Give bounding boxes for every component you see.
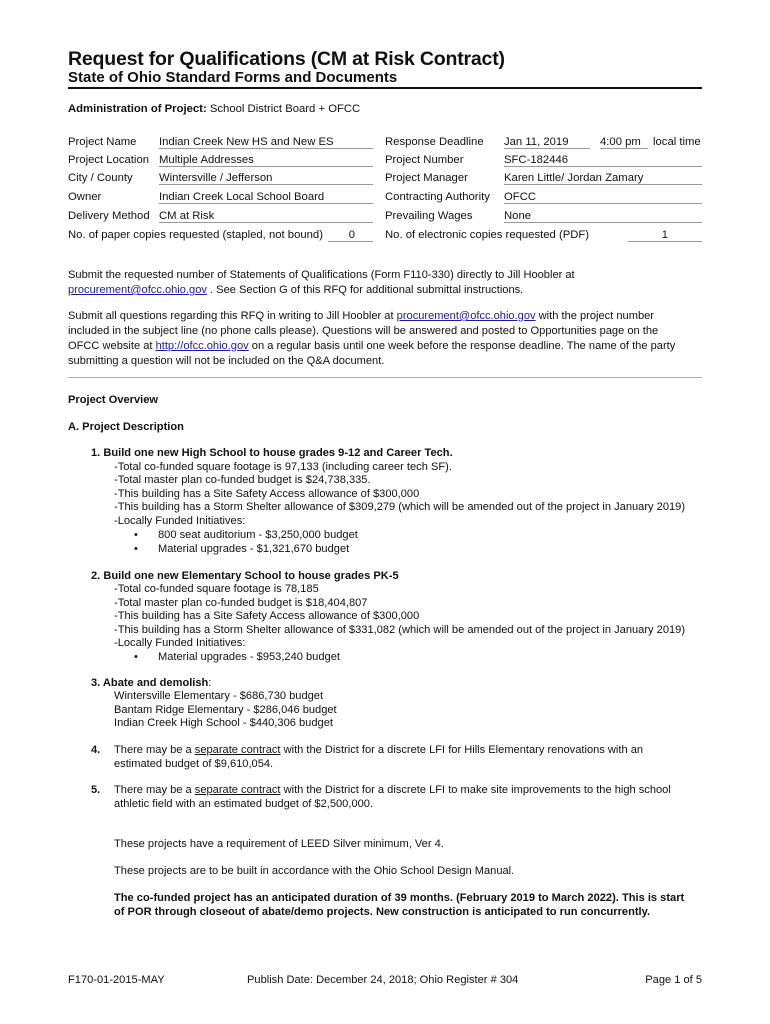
item-1-line: -Total co-funded square footage is 97,133 (including career tech SF). [114, 461, 452, 473]
leed-requirement: These projects have a requirement of LEED Silver minimum, Ver 4. [114, 838, 444, 850]
field-label-project-number: Project Number [385, 154, 464, 166]
deadline-time: 4:00 pm [600, 136, 648, 149]
ofcc-website-link[interactable]: http://ofcc.ohio.gov [155, 340, 249, 352]
item-5-number: 5. [91, 784, 101, 796]
item-1-line: -This building has a Site Safety Access allowance of $300,000 [114, 488, 420, 500]
questions-text-5: on a regular basis until one week before the response deadline. The name of the party [251, 340, 676, 352]
field-value-project-manager: Karen Little/ Jordan Zamary [504, 172, 702, 185]
field-label-contracting-authority: Contracting Authority [385, 191, 490, 203]
item-4-text-a: There may be a [114, 744, 192, 756]
electronic-copies-value [628, 229, 702, 242]
field-label-city-county: City / County [68, 172, 133, 184]
item-5-line-1 [114, 784, 671, 796]
submit-text-1: Submit the requested number of Statements of Qualifications (Form F110-330) directly to Jill Hoobler at [68, 269, 575, 281]
questions-text-6: submitting a question will not be included on the Q&A document. [68, 355, 385, 367]
field-value-owner: Indian Creek Local School Board [159, 191, 373, 204]
item-2-bullet: • Material upgrades - $953,240 budget [158, 651, 340, 663]
duration-line-1: The co-funded project has an anticipated duration of 39 months. (February 2019 to March 2022). This is start [114, 892, 685, 904]
paper-copies-number: 0 [348, 229, 355, 241]
document-subtitle: State of Ohio Standard Forms and Documents [68, 69, 398, 86]
electronic-copies-number: 1 [661, 229, 668, 241]
item-1-bullet: • 800 seat auditorium - $3,250,000 budget [158, 529, 358, 541]
separate-contract-link-2[interactable]: separate contract [194, 784, 281, 796]
field-value-project-number: SFC-182446 [504, 154, 702, 167]
item-4-line-1 [114, 744, 643, 756]
title-rule [68, 87, 702, 89]
questions-text-2: with the project number [538, 310, 654, 322]
field-label-project-location: Project Location [68, 154, 150, 166]
item-1-title: 1. Build one new High School to house grades 9-12 and Career Tech. [91, 447, 453, 459]
overview-heading: Project Overview [68, 394, 159, 406]
submit-text-2: . See Section G of this RFQ for additional submittal instructions. [210, 284, 524, 296]
item-5-text-b: with the District for a discrete LFI to make site improvements to the high school [283, 784, 671, 796]
field-label-project-manager: Project Manager [385, 172, 468, 184]
item-1-line: -Total master plan co-funded budget is $24,738,335. [114, 474, 371, 486]
item-3-title: 3. Abate and demolish [91, 677, 209, 689]
questions-text-4: OFCC website at [68, 340, 153, 352]
field-value-project-name: Indian Creek New HS and New ES [159, 136, 373, 149]
procurement-email-link-1[interactable]: procurement@ofcc.ohio.gov [68, 284, 207, 296]
item-5-text-a: There may be a [114, 784, 192, 796]
item-4-text-b: with the District for a discrete LFI for Hills Elementary renovations with an [283, 744, 644, 756]
footer-form-number: F170-01-2015-MAY [68, 974, 165, 986]
item-1-bullet: • Material upgrades - $1,321,670 budget [158, 543, 349, 555]
field-label-prevailing-wages: Prevailing Wages [385, 210, 473, 222]
field-value-contracting-authority: OFCC [504, 191, 702, 204]
item-3-line: Wintersville Elementary - $686,730 budget [114, 690, 324, 702]
item-3-line: Indian Creek High School - $440,306 budget [114, 717, 333, 729]
admin-label: Administration of Project: [68, 103, 207, 115]
field-label-response-deadline: Response Deadline [385, 136, 484, 148]
electronic-copies-label: No. of electronic copies requested (PDF) [385, 229, 590, 241]
field-label-owner: Owner [68, 191, 102, 203]
submission-paragraph [68, 268, 708, 298]
field-value-project-location: Multiple Addresses [159, 154, 373, 167]
section-a-heading: A. Project Description [68, 421, 184, 433]
separate-contract-link-1[interactable]: separate contract [194, 744, 281, 756]
item-2-line: -Total master plan co-funded budget is $18,404,807 [114, 597, 368, 609]
procurement-email-link-2[interactable]: procurement@ofcc.ohio.gov [396, 310, 536, 322]
section-divider [68, 377, 702, 378]
item-2-line: -Total co-funded square footage is 78,185 [114, 583, 319, 595]
design-manual-note: These projects are to be built in accordance with the Ohio School Design Manual. [114, 865, 515, 877]
deadline-suffix: local time [653, 136, 701, 148]
item-4-line-2: estimated budget of $9,610,054. [114, 758, 274, 770]
field-value-prevailing-wages: None [504, 210, 702, 223]
document-title: Request for Qualifications (CM at Risk Contract) [68, 48, 505, 70]
paper-copies-label: No. of paper copies requested (stapled, not bound) [68, 229, 323, 241]
field-label-delivery-method: Delivery Method [68, 210, 150, 222]
questions-text-3: included in the subject line (no phone calls please). Questions will be answered and posted to Opportunities page on the [68, 325, 659, 337]
item-2-line: -This building has a Site Safety Access allowance of $300,000 [114, 610, 420, 622]
field-label-project-name: Project Name [68, 136, 137, 148]
field-value-response-deadline: Jan 11, 2019 [504, 136, 590, 149]
duration-line-2: of POR through closeout of abate/demo projects. New construction is anticipated to run concurrently. [114, 906, 651, 918]
paper-copies-value [328, 229, 373, 242]
item-3-line: Bantam Ridge Elementary - $286,046 budget [114, 704, 337, 716]
item-2-title: 2. Build one new Elementary School to house grades PK-5 [91, 570, 399, 582]
field-value-delivery-method: CM at Risk [159, 210, 373, 223]
item-5-line-2: athletic field with an estimated budget of $2,500,000. [114, 798, 374, 810]
questions-text-1: Submit all questions regarding this RFQ in writing to Jill Hoobler at [68, 310, 394, 322]
admin-value: School District Board + OFCC [209, 103, 361, 115]
questions-paragraph [68, 309, 708, 369]
item-3-colon: : [208, 677, 212, 689]
item-1-line: -This building has a Storm Shelter allowance of $309,279 (which will be amended out of the project in January 2019) [114, 501, 686, 513]
footer-page-number: Page 1 of 5 [645, 974, 702, 986]
item-1-line: -Locally Funded Initiatives: [114, 515, 246, 527]
item-4-number: 4. [91, 744, 101, 756]
footer-publish-date: Publish Date: December 24, 2018; Ohio Register # 304 [247, 974, 519, 986]
field-value-city-county: Wintersville / Jefferson [159, 172, 373, 185]
item-2-line: -Locally Funded Initiatives: [114, 637, 246, 649]
administration-line [68, 103, 360, 115]
item-3-title-row [91, 677, 211, 689]
item-2-line: -This building has a Storm Shelter allowance of $331,082 (which will be amended out of the project in January 2019) [114, 624, 686, 636]
